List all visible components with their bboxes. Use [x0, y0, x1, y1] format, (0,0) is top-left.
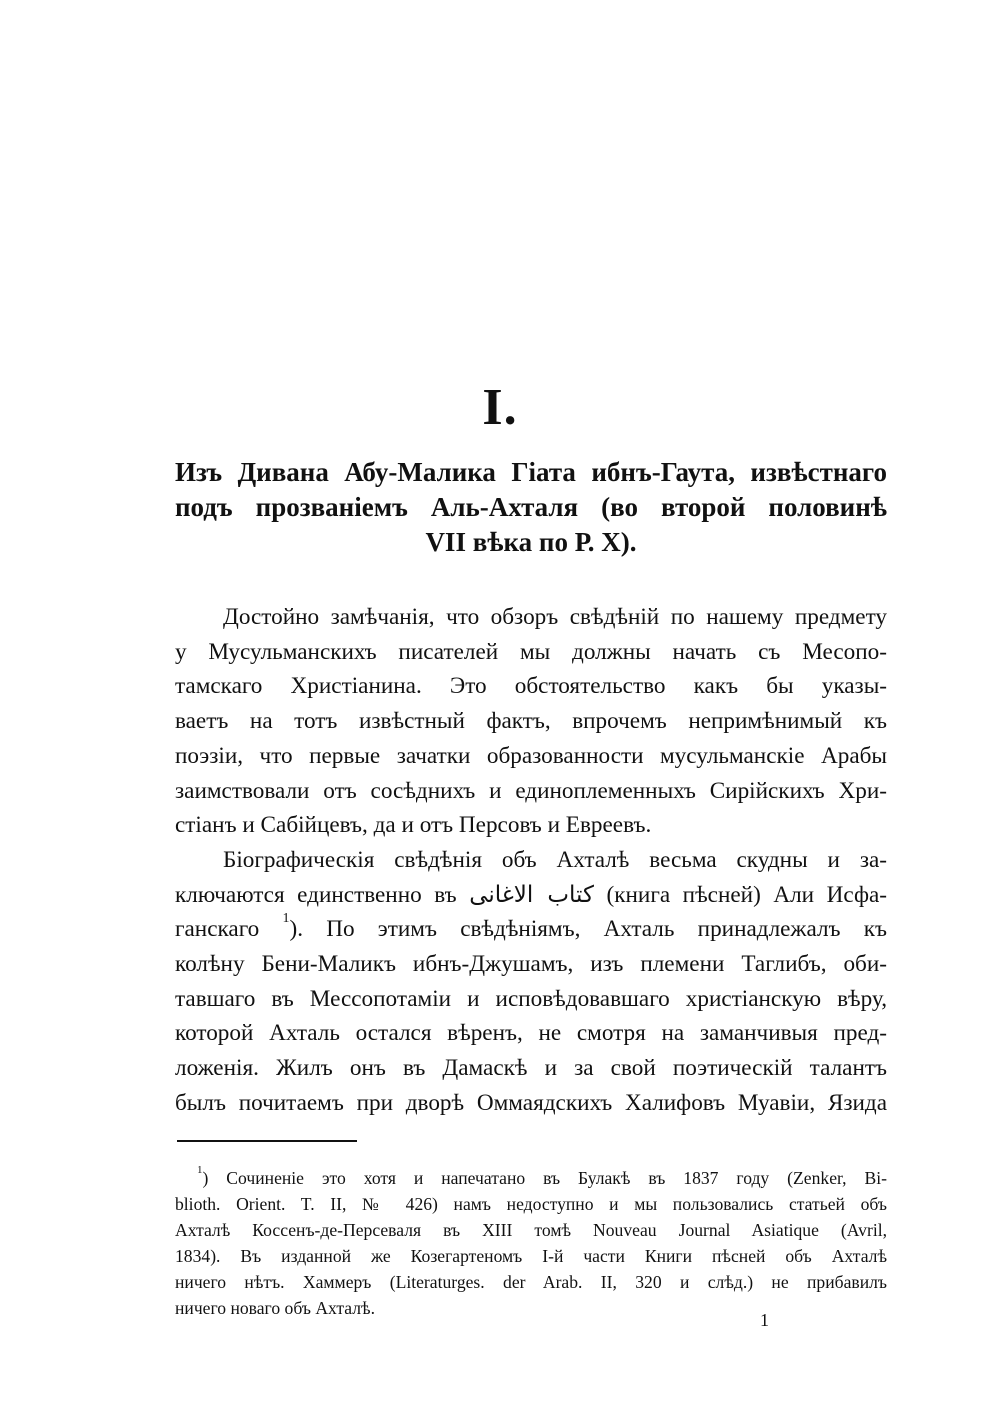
footnote-line: ничего новаго объ Ахталѣ. — [175, 1298, 375, 1318]
text-fragment: ). По этимъ свѣдѣніямъ, Ахталь принадлежалъ къ — [289, 916, 887, 943]
text-fragment: ганскаго — [175, 916, 260, 943]
text-fragment: ключаются единственно въ — [175, 881, 457, 908]
text-line: Біографическія свѣдѣнія объ Ахталѣ весьма скудны и за- — [223, 846, 887, 873]
arabic-title: كتاب الاغانى — [469, 881, 594, 908]
body-text — [175, 600, 887, 1121]
text-line: которой Ахталь остался вѣренъ, не смотря на заманчивыя пред- — [175, 1020, 887, 1047]
footnote — [175, 1165, 887, 1321]
heading-line: Изъ Дивана Абу-Малика Гіата ибнъ-Гаута, извѣстнаго — [175, 457, 887, 487]
footnote-divider — [177, 1140, 357, 1142]
text-fragment: (книга пѣсней) Али Исфа- — [606, 881, 887, 908]
footnote-line: ничего нѣтъ. Хаммеръ (Literaturges. der Arab. II, 320 и слѣд.) не прибавилъ — [175, 1272, 887, 1292]
footnote-line — [175, 1165, 887, 1191]
chapter-number: I. — [482, 379, 518, 436]
text-line: у Мусульманскихъ писателей мы должны начать съ Месопо- — [175, 638, 887, 665]
footnote-reference[interactable]: 1 — [282, 912, 290, 927]
text-line: заимствовали отъ сосѣднихъ и единоплеменныхъ Сирійскихъ Хри- — [175, 777, 887, 804]
text-line: Достойно замѣчанія, что обзоръ свѣдѣній по нашему предмету — [223, 604, 887, 630]
text-line: ваетъ на тотъ извѣстный фактъ, впрочемъ непримѣнимый къ — [175, 708, 887, 735]
text-line: былъ почитаемъ при дворѣ Оммаядскихъ Халифовъ Муавіи, Язида — [175, 1089, 887, 1116]
page-number: 1 — [760, 1310, 769, 1330]
footnote-line: blioth. Orient. T. II, № 426) намъ недоступно и мы пользовались статьей объ — [175, 1194, 887, 1214]
text-line-with-arabic — [175, 878, 887, 913]
text-line: тавшаго въ Мессопотаміи и исповѣдовавшаго христіанскую вѣру, — [175, 985, 887, 1012]
footnote-line: Ахталѣ Коссенъ-де-Персеваля въ XIII томѣ Nouveau Journal Asiatique (Avril, — [175, 1220, 887, 1240]
chapter-heading — [175, 455, 887, 560]
heading-line: подъ прозваніемъ Аль-Ахталя (во второй половинѣ — [175, 492, 887, 522]
text-line: поэзіи, что первые зачатки образованности мусульманскіе Арабы — [175, 742, 887, 769]
heading-line: VII вѣка по Р. X). — [425, 527, 637, 557]
text-line: колѣну Бени-Маликъ ибнъ-Джушамъ, изъ племени Таглибъ, оби- — [175, 951, 887, 978]
text-line: ложенія. Жилъ онъ въ Дамаскѣ и за свой поэтическій талантъ — [175, 1055, 887, 1082]
footnote-line: 1834). Въ изданной же Козегартеномъ I-й части Книги пѣсней объ Ахталѣ — [175, 1246, 887, 1266]
text-fragment: ) Сочиненіе это хотя и напечатано въ Булакѣ въ 1837 году (Zenker, Bi- — [202, 1168, 887, 1188]
footnote-marker: 1 — [197, 1165, 203, 1176]
text-line: тамскаго Христіанина. Это обстоятельство какъ бы указы- — [175, 673, 887, 700]
text-line: стіанъ и Сабійцевъ, да и отъ Персовъ и Евреевъ. — [175, 812, 652, 839]
text-line-with-footnote-ref — [175, 912, 887, 947]
